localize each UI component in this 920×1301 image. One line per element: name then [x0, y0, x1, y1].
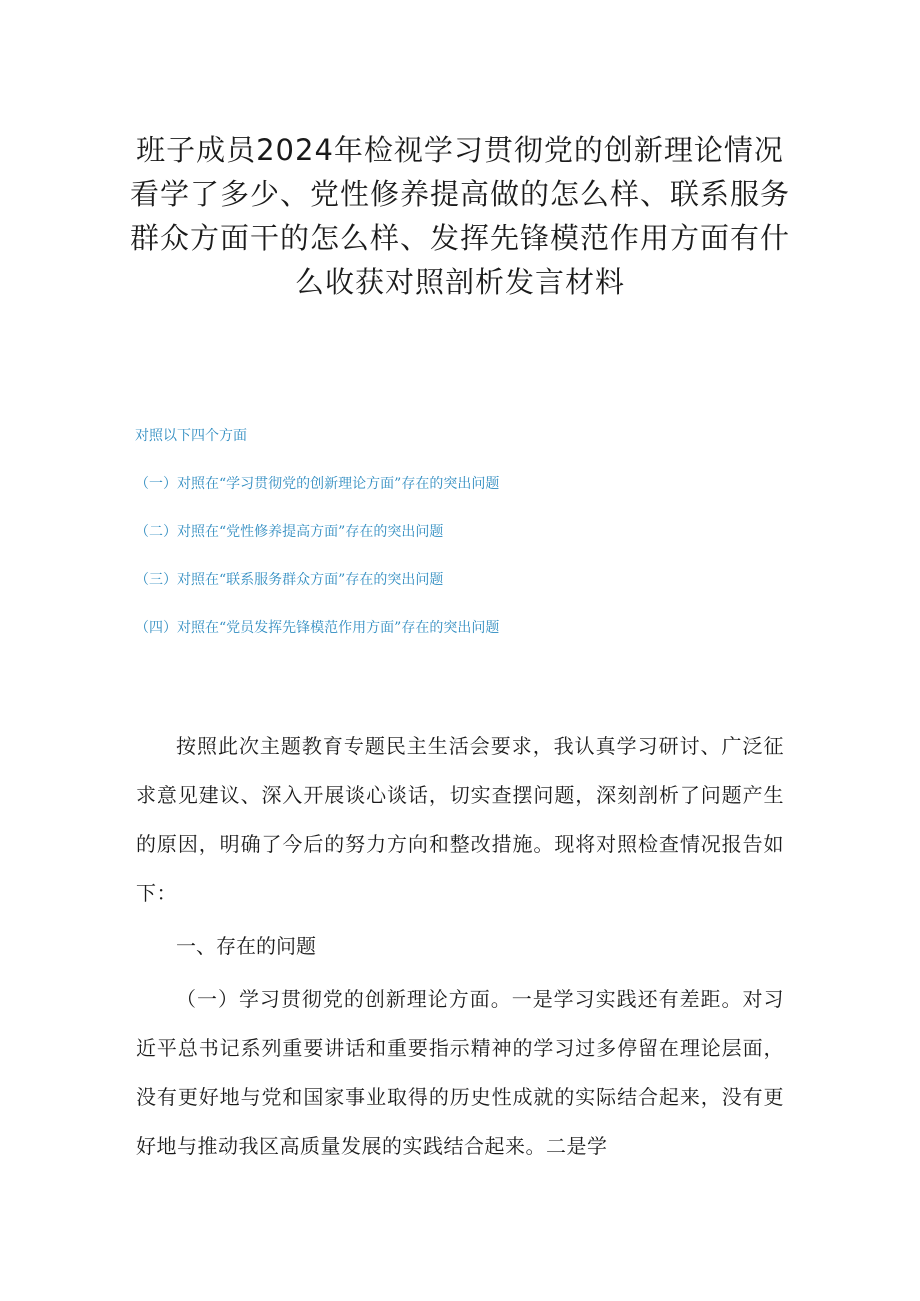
- toc-item-4[interactable]: （四）对照在“党员发挥先锋模范作用方面”存在的突出问题: [135, 620, 500, 636]
- toc-item-2[interactable]: （二）对照在“党性修养提高方面”存在的突出问题: [135, 524, 444, 540]
- toc-item-3[interactable]: （三）对照在“联系服务群众方面”存在的突出问题: [135, 572, 444, 588]
- section-heading: 一、存在的问题: [176, 934, 316, 958]
- table-of-contents: [135, 424, 795, 664]
- toc-item-1[interactable]: （一）对照在“学习贯彻党的创新理论方面”存在的突出问题: [135, 476, 500, 492]
- document-title: 班子成员2024年检视学习贯彻党的创新理论情况看学了多少、党性修养提高做的怎么样、联系服务群众方面干的怎么样、发挥先锋模范作用方面有什么收获对照剖析发言材料: [129, 133, 790, 299]
- intro-paragraph: 按照此次主题教育专题民主生活会要求，我认真学习研讨、广泛征求意见建议、深入开展谈心谈话，切实查摆问题，深刻剖析了问题产生的原因，明确了今后的努力方向和整改措施。现将对照检查情况报告如下：: [136, 734, 784, 905]
- section-paragraph: （一）学习贯彻党的创新理论方面。一是学习实践还有差距。对习近平总书记系列重要讲话和重要指示精神的学习过多停留在理论层面，没有更好地与党和国家事业取得的历史性成就的实际结合起来，没有更好地与推动我区高质量发展的实践结合起来。二是学: [136, 987, 784, 1158]
- document-body: [136, 722, 784, 1171]
- toc-heading: 对照以下四个方面: [135, 428, 247, 444]
